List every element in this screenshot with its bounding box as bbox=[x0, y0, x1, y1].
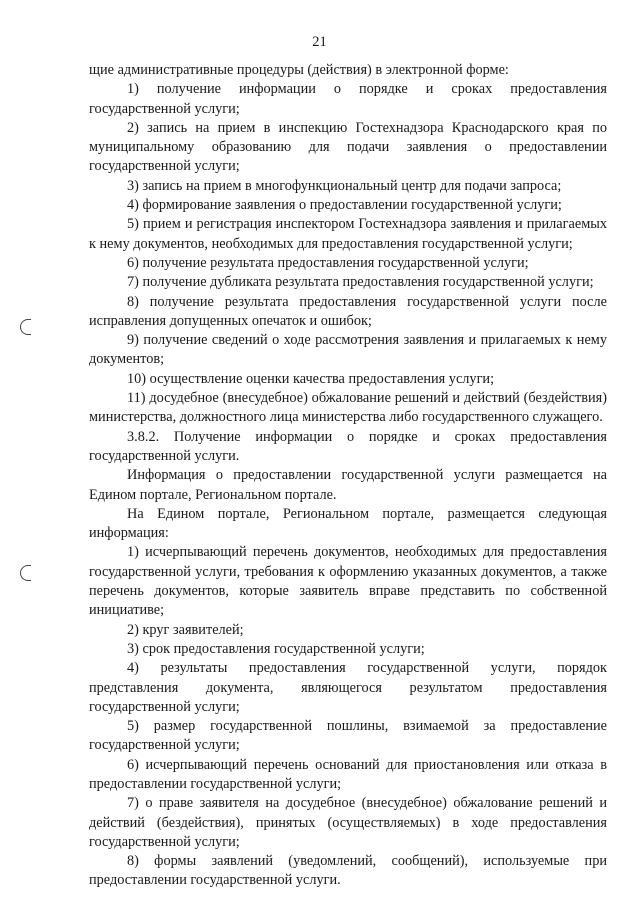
paragraph: Информация о предоставлении государственной услуги размещается на Едином портале, Региональном портале. bbox=[89, 467, 607, 503]
paragraph: 7) о праве заявителя на досудебное (внесудебное) обжалование решений и действий (бездействия), принятых (осуществляемых) в ходе предоставления государственной услуги; bbox=[89, 795, 607, 850]
paragraph: щие административные процедуры (действия) в электронной форме: bbox=[89, 62, 509, 78]
paragraph: 2) запись на прием в инспекцию Гостехнадзора Краснодарского края по муниципальному образованию для подачи заявления о предоставлении государственной услуги; bbox=[89, 119, 607, 175]
document-body bbox=[89, 61, 607, 891]
page-number: 21 bbox=[312, 34, 327, 50]
paragraph: 1) исчерпывающий перечень документов, необходимых для предоставления государственной услуги, требования к оформлению указанных документов, а также перечень документов, которые заявитель вправе представить по собственной инициативе; bbox=[89, 544, 607, 619]
paragraph: 5) прием и регистрация инспектором Гостехнадзора заявления и прилагаемых к нему документов, необходимых для предоставления государственной услуги; bbox=[89, 216, 607, 252]
paragraph: 4) формирование заявления о предоставлении государственной услуги; bbox=[127, 197, 562, 214]
punch-hole-mark bbox=[20, 319, 31, 335]
paragraph: 3) срок предоставления государственной услуги; bbox=[127, 640, 425, 657]
paragraph: 8) формы заявлений (уведомлений, сообщений), используемые при предоставлении государственной услуги. bbox=[89, 853, 607, 889]
paragraph: 10) осуществление оценки качества предоставления услуги; bbox=[127, 370, 495, 387]
paragraph: На Едином портале, Региональном портале, размещается следующая информация: bbox=[89, 505, 607, 542]
paragraph: 1) получение информации о порядке и сроках предоставления государственной услуги; bbox=[89, 81, 607, 117]
paragraph: 11) досудебное (внесудебное) обжалование решений и действий (бездействия) министерства, должностного лица министерства либо государственного служащего. bbox=[89, 390, 607, 426]
paragraph: 5) размер государственной пошлины, взимаемой за предоставление государственной услуги; bbox=[89, 718, 607, 754]
paragraph: 3.8.2. Получение информации о порядке и сроках предоставления государственной услуги. bbox=[89, 428, 607, 464]
paragraph: 7) получение дубликата результата предоставления государственной услуги; bbox=[127, 274, 594, 291]
paragraph: 9) получение сведений о ходе рассмотрения заявления и прилагаемых к нему документов; bbox=[89, 332, 607, 368]
paragraph: 2) круг заявителей; bbox=[127, 621, 244, 638]
paragraph: 3) запись на прием в многофункциональный центр для подачи запроса; bbox=[127, 177, 562, 194]
paragraph: 4) результаты предоставления государственной услуги, порядок представления документа, являющегося результатом предоставления государственной услуги; bbox=[89, 660, 607, 715]
paragraph: 8) получение результата предоставления государственной услуги после исправления допущенных опечаток и ошибок; bbox=[89, 293, 607, 329]
punch-hole-mark bbox=[20, 565, 31, 581]
paragraph: 6) исчерпывающий перечень оснований для приостановления или отказа в предоставлении государственной услуги; bbox=[89, 756, 607, 792]
paragraph: 6) получение результата предоставления государственной услуги; bbox=[127, 254, 529, 271]
